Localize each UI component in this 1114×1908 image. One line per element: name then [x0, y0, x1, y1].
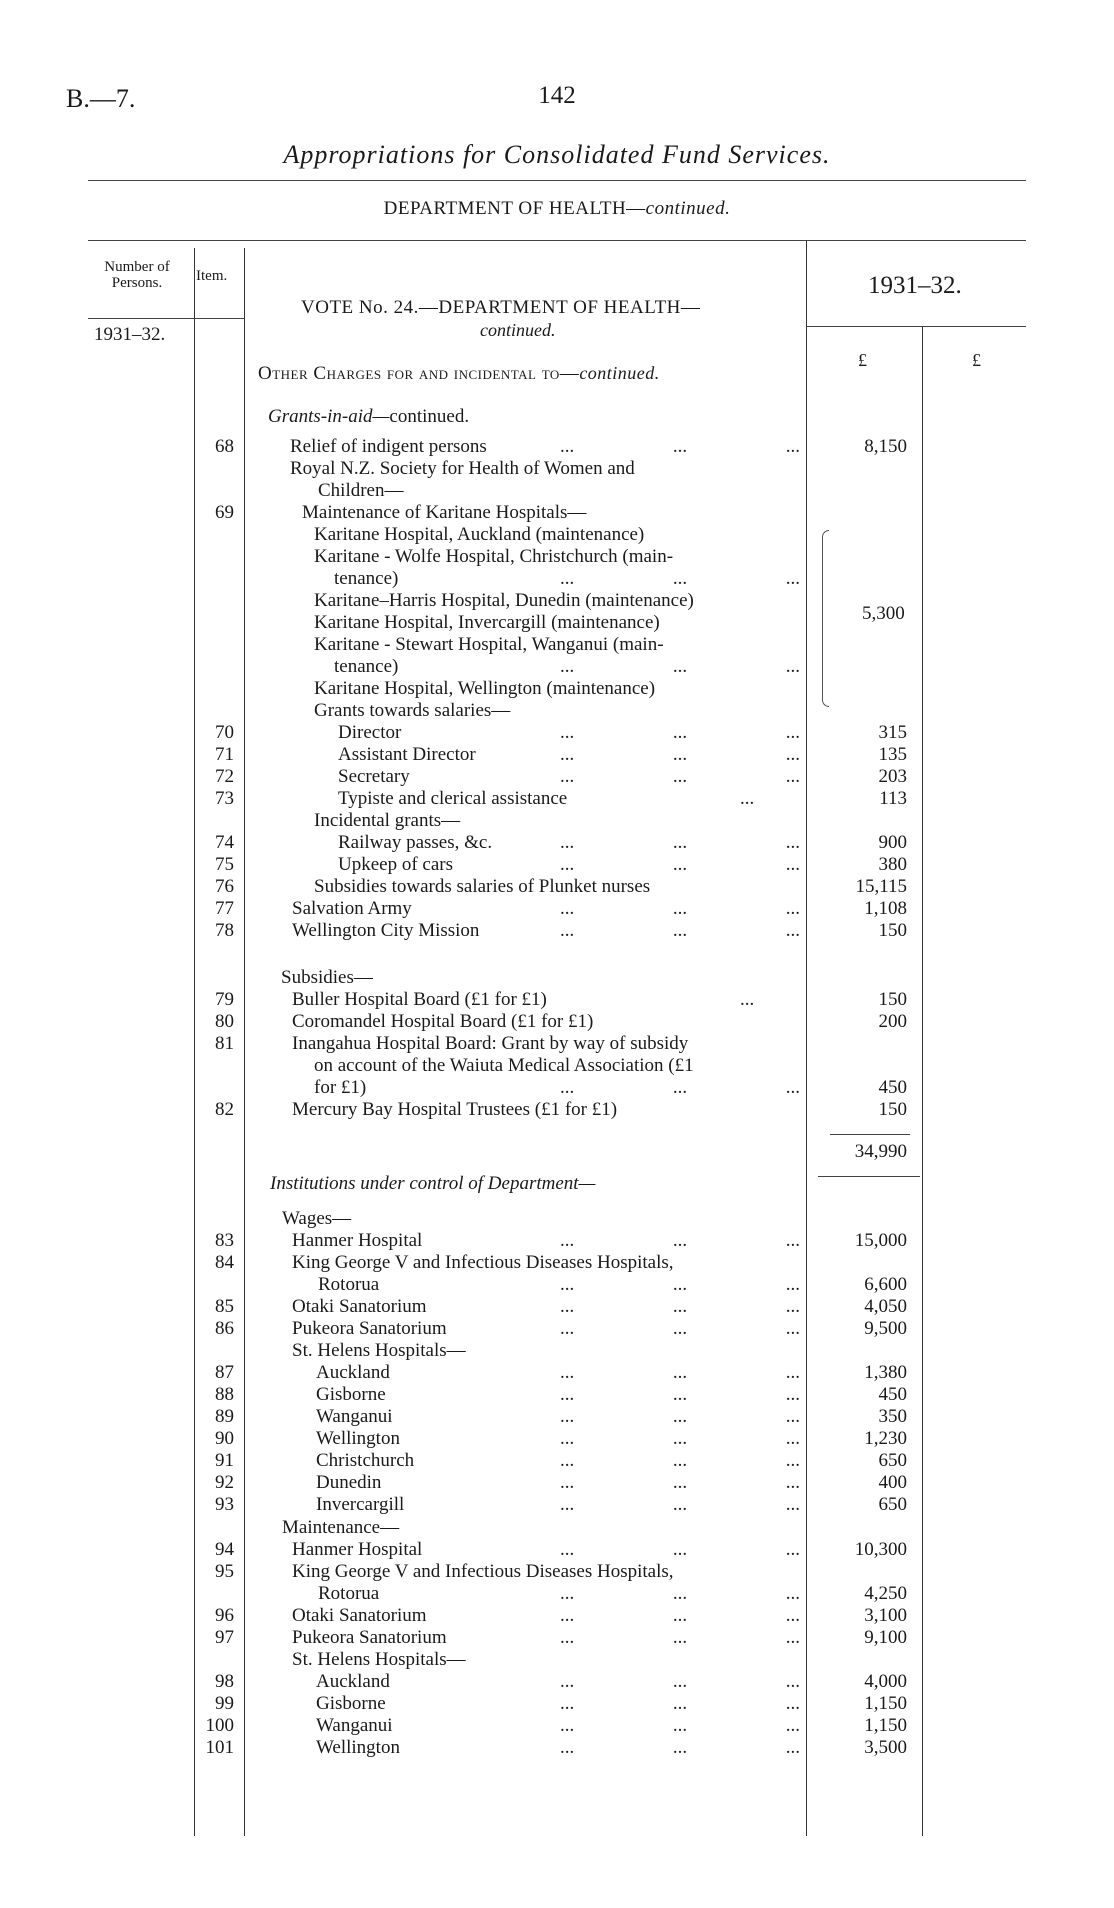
leader-dots: ... ... ...	[560, 568, 800, 589]
leader-dots: ... ... ...	[560, 722, 800, 743]
leader-dots: ... ... ...	[560, 744, 800, 765]
item-amount: 6,600	[864, 1274, 907, 1295]
vote-title: VOTE No. 24.—DEPARTMENT OF HEALTH—	[301, 297, 701, 318]
item-description: Wellington	[316, 1428, 400, 1449]
table-row	[0, 480, 1114, 502]
item-amount: 113	[879, 788, 907, 809]
wages-heading: Wages—	[282, 1208, 352, 1229]
item-amount: 8,150	[864, 436, 907, 457]
item-number: 95	[215, 1561, 234, 1582]
table-row	[0, 1384, 1114, 1406]
leader-dots: ... ... ...	[560, 1428, 800, 1449]
item-description: Hanmer Hospital	[292, 1230, 423, 1251]
item-description: Karitane Hospital, Invercargill (maintenance)	[314, 612, 660, 633]
table-row	[0, 634, 1114, 656]
item-amount: 4,000	[864, 1671, 907, 1692]
table-row	[0, 1252, 1114, 1274]
item-description: Wellington	[316, 1737, 400, 1758]
leader-dots: ... ... ...	[560, 1318, 800, 1339]
item-description: for £1)	[314, 1077, 367, 1098]
table-row	[0, 1055, 1114, 1077]
item-number: 96	[215, 1605, 234, 1626]
table-row	[0, 656, 1114, 678]
item-amount: 1,150	[864, 1715, 907, 1736]
table-row	[0, 722, 1114, 744]
item-description: Typiste and clerical assistance	[338, 788, 568, 809]
item-description: Hanmer Hospital	[292, 1539, 423, 1560]
table-row	[0, 788, 1114, 810]
document-code: B.—7.	[66, 84, 136, 113]
item-amount: 650	[878, 1494, 907, 1515]
item-description: King George V and Infectious Diseases Hospitals,	[292, 1561, 674, 1582]
table-row	[0, 1362, 1114, 1384]
table-row	[0, 502, 1114, 524]
karitane-total: 5,300	[862, 603, 905, 624]
other-charges-heading: Other Charges for and incidental to—continued.	[258, 363, 660, 384]
item-description: Railway passes, &c.	[338, 832, 493, 853]
item-number: 97	[215, 1627, 234, 1648]
leader-dots: ... ... ...	[560, 832, 800, 853]
table-row	[0, 832, 1114, 854]
item-description: Children—	[318, 480, 404, 501]
item-amount: 380	[878, 854, 907, 875]
table-row	[0, 1671, 1114, 1693]
item-description: Wanganui	[316, 1715, 393, 1736]
table-top-rule	[88, 240, 1026, 241]
table-row	[0, 1296, 1114, 1318]
table-row	[0, 744, 1114, 766]
item-description: Buller Hospital Board (£1 for £1)	[292, 989, 547, 1010]
maintenance-heading: Maintenance—	[282, 1517, 400, 1538]
table-row	[0, 1230, 1114, 1252]
table-row	[0, 1561, 1114, 1583]
item-description: Invercargill	[316, 1494, 405, 1515]
table-row	[0, 1583, 1114, 1605]
item-description: Auckland	[316, 1362, 390, 1383]
table-row	[0, 590, 1114, 612]
leader-dots: ... ... ...	[560, 656, 800, 677]
number-of-persons-header: Number of Persons.	[104, 259, 170, 291]
item-number: 99	[215, 1693, 234, 1714]
item-description: Inangahua Hospital Board: Grant by way of subsidy	[292, 1033, 689, 1054]
table-row	[0, 1428, 1114, 1450]
item-description: Karitane Hospital, Auckland (maintenance)	[314, 524, 645, 545]
table-row	[0, 854, 1114, 876]
leader-dots: ...	[740, 788, 755, 809]
item-number: 81	[215, 1033, 234, 1054]
table-row	[0, 1318, 1114, 1340]
item-amount: 1,380	[864, 1362, 907, 1383]
pound-symbol-1: £	[858, 350, 867, 370]
subsidies-heading: Subsidies—	[281, 967, 373, 988]
table-row	[0, 1077, 1114, 1099]
table-row	[0, 1737, 1114, 1759]
leader-dots: ... ... ...	[560, 1693, 800, 1714]
grants-heading: Grants-in-aid—continued.	[268, 406, 470, 427]
leader-dots: ... ... ...	[560, 920, 800, 941]
item-description: Subsidies towards salaries of Plunket nurses	[314, 876, 651, 897]
year-right: 1931–32.	[868, 272, 962, 299]
item-description: Upkeep of cars	[338, 854, 454, 875]
item-description: tenance)	[334, 656, 399, 677]
item-description: Karitane - Stewart Hospital, Wanganui (main-	[314, 634, 664, 655]
leader-dots: ...	[740, 989, 755, 1010]
item-amount: 900	[878, 832, 907, 853]
title-rule	[88, 180, 1026, 181]
vote-title-continued: continued.	[480, 320, 556, 340]
leader-dots: ... ... ...	[560, 766, 800, 787]
table-row	[0, 920, 1114, 942]
item-description: Wellington City Mission	[292, 920, 480, 941]
item-description: Otaki Sanatorium	[292, 1296, 427, 1317]
item-description: Otaki Sanatorium	[292, 1605, 427, 1626]
item-number: 91	[215, 1450, 234, 1471]
item-number: 72	[215, 766, 234, 787]
leader-dots: ... ... ...	[560, 1627, 800, 1648]
table-row	[0, 1033, 1114, 1055]
table-row	[0, 1649, 1114, 1671]
item-number: 74	[215, 832, 234, 853]
subtotal-rule	[830, 1134, 910, 1135]
table-row	[0, 989, 1114, 1011]
table-row	[0, 546, 1114, 568]
item-amount: 315	[878, 722, 907, 743]
item-amount: 15,000	[854, 1230, 907, 1251]
item-amount: 9,100	[864, 1627, 907, 1648]
table-row	[0, 1539, 1114, 1561]
item-description: Salvation Army	[292, 898, 412, 919]
item-amount: 350	[878, 1406, 907, 1427]
total-rule	[818, 1176, 920, 1177]
table-row	[0, 1406, 1114, 1428]
table-row	[0, 1099, 1114, 1121]
item-number: 93	[215, 1494, 234, 1515]
leader-dots: ... ... ...	[560, 854, 800, 875]
right-header-rule	[806, 326, 1026, 327]
item-number: 73	[215, 788, 234, 809]
item-number: 85	[215, 1296, 234, 1317]
page-title: Appropriations for Consolidated Fund Services.	[283, 140, 831, 169]
table-row	[0, 1715, 1114, 1737]
item-description: Secretary	[338, 766, 410, 787]
item-amount: 1,150	[864, 1693, 907, 1714]
table-row	[0, 458, 1114, 480]
institutions-heading: Institutions under control of Department—	[270, 1173, 596, 1194]
table-row	[0, 1693, 1114, 1715]
item-description: Director	[338, 722, 402, 743]
table-row	[0, 612, 1114, 634]
item-description: Coromandel Hospital Board (£1 for £1)	[292, 1011, 594, 1032]
item-description: Karitane Hospital, Wellington (maintenance)	[314, 678, 656, 699]
item-number: 94	[215, 1539, 234, 1560]
item-number: 83	[215, 1230, 234, 1251]
table-row	[0, 1627, 1114, 1649]
item-number: 71	[215, 744, 234, 765]
table-row	[0, 876, 1114, 898]
item-amount: 650	[878, 1450, 907, 1471]
item-description: King George V and Infectious Diseases Hospitals,	[292, 1252, 674, 1273]
pound-symbol-2: £	[972, 350, 981, 370]
item-description: Christchurch	[316, 1450, 415, 1471]
item-number: 98	[215, 1671, 234, 1692]
item-description: on account of the Waiuta Medical Association (£1	[314, 1055, 694, 1076]
item-description: Relief of indigent persons	[290, 436, 487, 457]
item-number: 87	[215, 1362, 234, 1383]
leader-dots: ... ... ...	[560, 1077, 800, 1098]
item-description: Maintenance of Karitane Hospitals—	[302, 502, 587, 523]
item-description: Pukeora Sanatorium	[292, 1318, 447, 1339]
item-number: 70	[215, 722, 234, 743]
item-number: 84	[215, 1252, 234, 1273]
karitane-brace	[822, 530, 829, 707]
item-amount: 3,500	[864, 1737, 907, 1758]
item-number: 90	[215, 1428, 234, 1449]
item-description: Mercury Bay Hospital Trustees (£1 for £1)	[292, 1099, 618, 1120]
item-description: Royal N.Z. Society for Health of Women and	[290, 458, 635, 479]
item-number: 88	[215, 1384, 234, 1405]
item-amount: 400	[878, 1472, 907, 1493]
item-description: Dunedin	[316, 1472, 382, 1493]
leader-dots: ... ... ...	[560, 1406, 800, 1427]
left-header-rule	[88, 318, 244, 319]
leader-dots: ... ... ...	[560, 898, 800, 919]
item-description: Wanganui	[316, 1406, 393, 1427]
item-amount: 203	[878, 766, 907, 787]
item-amount: 1,108	[864, 898, 907, 919]
item-amount: 4,050	[864, 1296, 907, 1317]
leader-dots: ... ... ...	[560, 1472, 800, 1493]
table-row	[0, 524, 1114, 546]
leader-dots: ... ... ...	[560, 1671, 800, 1692]
leader-dots: ... ... ...	[560, 1450, 800, 1471]
item-description: Karitane–Harris Hospital, Dunedin (maintenance)	[314, 590, 694, 611]
item-number: 69	[215, 502, 234, 523]
item-description: Karitane - Wolfe Hospital, Christchurch (main-	[314, 546, 674, 567]
table-row	[0, 678, 1114, 700]
leader-dots: ... ... ...	[560, 1737, 800, 1758]
item-number: 80	[215, 1011, 234, 1032]
item-description: Gisborne	[316, 1384, 386, 1405]
leader-dots: ... ... ...	[560, 1605, 800, 1626]
table-row	[0, 700, 1114, 722]
table-row	[0, 1274, 1114, 1296]
item-amount: 3,100	[864, 1605, 907, 1626]
item-description: Grants towards salaries—	[314, 700, 511, 721]
item-header: Item.	[196, 268, 228, 284]
subsidies-total: 34,990	[854, 1141, 907, 1162]
leader-dots: ... ... ...	[560, 1230, 800, 1251]
leader-dots: ... ... ...	[560, 1494, 800, 1515]
leader-dots: ... ... ...	[560, 1539, 800, 1560]
table-row	[0, 1011, 1114, 1033]
leader-dots: ... ... ...	[560, 1384, 800, 1405]
item-number: 75	[215, 854, 234, 875]
table-row	[0, 1494, 1114, 1516]
item-number: 89	[215, 1406, 234, 1427]
year-left: 1931–32.	[94, 324, 166, 345]
item-description: Auckland	[316, 1671, 390, 1692]
item-amount: 200	[878, 1011, 907, 1032]
table-row	[0, 1472, 1114, 1494]
item-number: 79	[215, 989, 234, 1010]
table-row	[0, 766, 1114, 788]
item-number: 101	[205, 1737, 234, 1758]
leader-dots: ... ... ...	[560, 1715, 800, 1736]
item-number: 68	[215, 436, 234, 457]
item-number: 92	[215, 1472, 234, 1493]
item-amount: 150	[878, 920, 907, 941]
item-number: 76	[215, 876, 234, 897]
item-number: 77	[215, 898, 234, 919]
item-description: St. Helens Hospitals—	[292, 1340, 466, 1361]
item-description: Assistant Director	[338, 744, 476, 765]
item-number: 86	[215, 1318, 234, 1339]
table-row	[0, 1605, 1114, 1627]
item-number: 78	[215, 920, 234, 941]
item-number: 82	[215, 1099, 234, 1120]
item-amount: 150	[878, 989, 907, 1010]
table-row	[0, 1450, 1114, 1472]
item-description: Gisborne	[316, 1693, 386, 1714]
leader-dots: ... ... ...	[560, 1362, 800, 1383]
item-amount: 450	[878, 1077, 907, 1098]
department-heading: DEPARTMENT OF HEALTH—continued.	[383, 198, 731, 219]
table-row	[0, 436, 1114, 458]
item-amount: 450	[878, 1384, 907, 1405]
item-amount: 135	[878, 744, 907, 765]
leader-dots: ... ... ...	[560, 1296, 800, 1317]
item-description: Rotorua	[318, 1274, 380, 1295]
item-amount: 150	[878, 1099, 907, 1120]
item-description: St. Helens Hospitals—	[292, 1649, 466, 1670]
item-amount: 10,300	[854, 1539, 907, 1560]
item-description: tenance)	[334, 568, 399, 589]
item-description: Rotorua	[318, 1583, 380, 1604]
item-description: Pukeora Sanatorium	[292, 1627, 447, 1648]
table-row	[0, 1340, 1114, 1362]
page-number: 142	[538, 82, 576, 109]
item-amount: 9,500	[864, 1318, 907, 1339]
item-amount: 4,250	[864, 1583, 907, 1604]
table-row	[0, 810, 1114, 832]
item-amount: 15,115	[855, 876, 907, 897]
table-row	[0, 898, 1114, 920]
leader-dots: ... ... ...	[560, 1274, 800, 1295]
leader-dots: ... ... ...	[560, 436, 800, 457]
leader-dots: ... ... ...	[560, 1583, 800, 1604]
item-amount: 1,230	[864, 1428, 907, 1449]
item-number: 100	[205, 1715, 234, 1736]
table-row	[0, 568, 1114, 590]
item-description: Incidental grants—	[314, 810, 461, 831]
